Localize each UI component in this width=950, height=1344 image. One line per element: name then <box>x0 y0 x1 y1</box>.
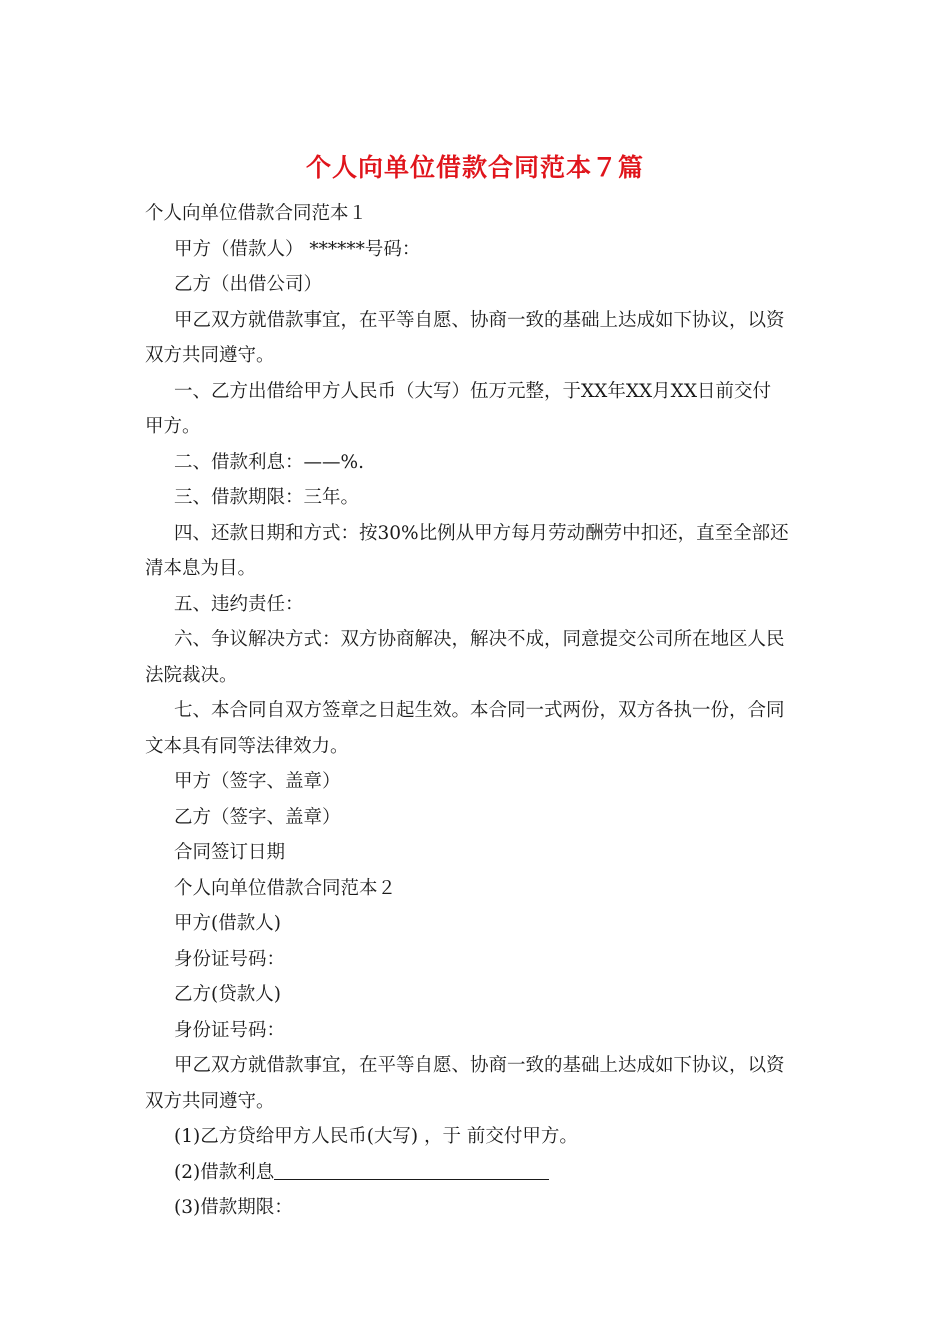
paragraph-line <box>145 1084 810 1120</box>
line-text: 个人向单位借款合同范本２ <box>174 877 397 899</box>
paragraph-line <box>145 232 810 268</box>
paragraph-line <box>145 871 810 907</box>
line-text: 七、本合同自双方签章之日起生效。本合同一式两份，双方各执一份，合同 <box>174 700 785 721</box>
line-text: 法院裁决。 <box>145 664 238 686</box>
paragraph-line <box>145 409 810 445</box>
line-text: 甲方。 <box>145 416 201 437</box>
line-text: 甲方(借款人) <box>174 913 281 934</box>
line-text: 乙方（签字、盖章） <box>174 806 341 828</box>
paragraph-line <box>145 374 810 410</box>
paragraph-line <box>145 1155 810 1191</box>
paragraph-line <box>145 764 810 800</box>
paragraph-line <box>145 267 810 303</box>
line-text: 合同签订日期 <box>174 842 286 863</box>
line-text: 四、还款日期和方式：按30%比例从甲方每月劳动酬劳中扣还，直至全部还 <box>174 522 789 544</box>
line-text: (1)乙方贷给甲方人民币(大写) ，于 前交付甲方。 <box>174 1126 578 1147</box>
paragraph-line <box>145 480 810 516</box>
paragraph-line <box>145 1048 810 1084</box>
paragraph-line <box>145 622 810 658</box>
line-text: 三、借款期限：三年。 <box>174 487 360 508</box>
line-text: 身份证号码： <box>174 1019 286 1041</box>
line-text: 甲乙双方就借款事宜，在平等自愿、协商一致的基础上达成如下协议，以资 <box>174 1055 785 1076</box>
line-text: 五、违约责任： <box>174 593 304 615</box>
paragraph-line <box>145 1013 810 1049</box>
paragraph-line <box>145 1190 810 1226</box>
line-text: 双方共同遵守。 <box>145 345 275 366</box>
paragraph-line <box>145 906 810 942</box>
paragraph-line <box>145 516 810 552</box>
line-text: 一、乙方出借给甲方人民币（大写）伍万元整，于XX年XX月XX日前交付 <box>174 380 772 402</box>
line-text: 清本息为目。 <box>145 558 257 579</box>
fill-in-blank-line <box>274 1159 549 1180</box>
paragraph-line <box>145 729 810 765</box>
document-body <box>145 196 810 1226</box>
paragraph-line <box>145 196 810 232</box>
paragraph-line <box>145 551 810 587</box>
paragraph-line <box>145 658 810 694</box>
paragraph-line <box>145 1119 810 1155</box>
paragraph-line <box>145 942 810 978</box>
line-text: 乙方（出借公司） <box>174 274 323 295</box>
line-text: 乙方(贷款人) <box>174 984 281 1005</box>
paragraph-line <box>145 800 810 836</box>
document-title: 个人向单位借款合同范本７篇 <box>305 153 644 182</box>
paragraph-line <box>145 338 810 374</box>
line-text: 文本具有同等法律效力。 <box>145 735 349 757</box>
line-text: (2)借款利息 <box>174 1161 275 1183</box>
paragraph-line <box>145 693 810 729</box>
line-text: 双方共同遵守。 <box>145 1090 275 1112</box>
paragraph-line <box>145 303 810 339</box>
paragraph-line <box>145 835 810 871</box>
line-text: 个人向单位借款合同范本１ <box>145 203 368 224</box>
line-text: 甲乙双方就借款事宜，在平等自愿、协商一致的基础上达成如下协议，以资 <box>174 309 785 331</box>
line-text: 甲方（签字、盖章） <box>174 771 341 792</box>
paragraph-line <box>145 977 810 1013</box>
paragraph-line <box>145 445 810 481</box>
line-text: 六、争议解决方式：双方协商解决，解决不成，同意提交公司所在地区人民 <box>174 629 785 650</box>
paragraph-line <box>145 587 810 623</box>
line-text: (3)借款期限： <box>174 1197 293 1218</box>
line-text: 身份证号码： <box>174 948 286 970</box>
line-text: 二、借款利息：——%. <box>174 451 364 473</box>
line-text: 甲方（借款人） ******号码： <box>174 238 421 260</box>
